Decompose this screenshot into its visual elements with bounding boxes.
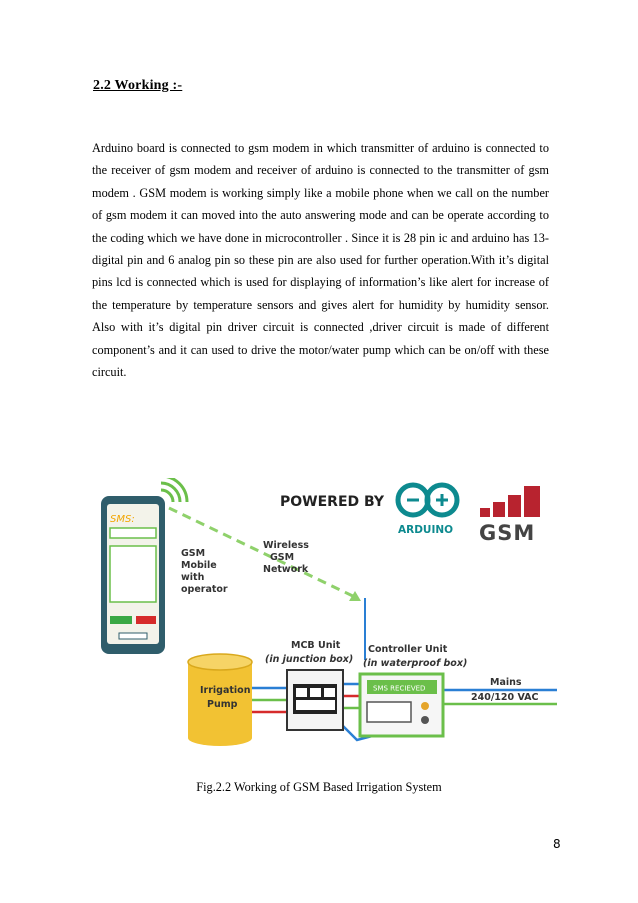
arduino-logo	[398, 485, 457, 536]
end-call-button	[136, 616, 156, 624]
irrigation-pump	[188, 654, 252, 746]
sms-received-text: SMS RECIEVED	[373, 684, 426, 693]
svg-text:Network: Network	[263, 564, 309, 575]
mobile-label	[181, 548, 228, 595]
svg-text:operator: operator	[181, 584, 228, 595]
mcb-unit	[287, 670, 343, 730]
svg-text:Mobile: Mobile	[181, 560, 217, 571]
gsm-mobile-phone	[101, 496, 165, 654]
sms-label: SMS:	[110, 514, 135, 525]
network-label	[263, 540, 309, 575]
svg-text:Pump: Pump	[207, 699, 238, 710]
svg-text:240/120 VAC: 240/120 VAC	[471, 692, 539, 703]
wireless-signal-icon	[161, 478, 187, 502]
irrigation-system-diagram	[95, 478, 570, 756]
svg-text:GSM: GSM	[181, 548, 206, 559]
svg-text:Mains: Mains	[490, 677, 522, 688]
svg-text:(in junction box): (in junction box)	[265, 654, 354, 665]
section-heading: 2.2 Working :-	[93, 78, 183, 93]
svg-text:MCB Unit: MCB Unit	[291, 640, 341, 651]
page-number: 8	[553, 837, 561, 851]
gsm-wordmark: GSM	[479, 521, 536, 545]
figure-caption: Fig.2.2 Working of GSM Based Irrigation System	[196, 780, 442, 794]
controller-unit	[360, 674, 443, 736]
svg-text:with: with	[181, 572, 205, 583]
gsm-logo	[479, 486, 540, 545]
svg-text:(in waterproof box): (in waterproof box)	[363, 658, 468, 669]
svg-text:Controller Unit: Controller Unit	[368, 644, 448, 655]
mcb-label	[265, 640, 353, 665]
svg-text:Wireless: Wireless	[263, 540, 309, 551]
call-button	[110, 616, 132, 624]
body-paragraph: Arduino board is connected to gsm modem in which transmitter of arduino is connected to the receiver of gsm modem and receiver of arduino is connected to the transmitter of gsm modem . GSM modem is working simply like a mobile phone when we call on the number of gsm modem it can moved into the auto answering mode and can be operate according to the coding which we have done in microcontroller . Since it is 28 pin ic and arduino has 13-digital pin and 6 analog pin so these pin are also used for further operation.With it’s digital pins lcd is connected which is used for displaying of information’s like alert for increase of the temperature by temperature sensors and gives alert for humidity by humidity sensor. Also with it’s digital pin driver circuit is connected ,driver circuit is made of different component’s and it can used to drive the motor/water pump which can be on/off with these circuit.	[92, 141, 549, 380]
controller-label	[363, 644, 467, 669]
svg-text:Irrigation: Irrigation	[200, 685, 251, 696]
arduino-wordmark: ARDUINO	[398, 524, 454, 536]
powered-by-text: POWERED BY	[280, 494, 385, 510]
svg-text:GSM: GSM	[270, 552, 295, 563]
